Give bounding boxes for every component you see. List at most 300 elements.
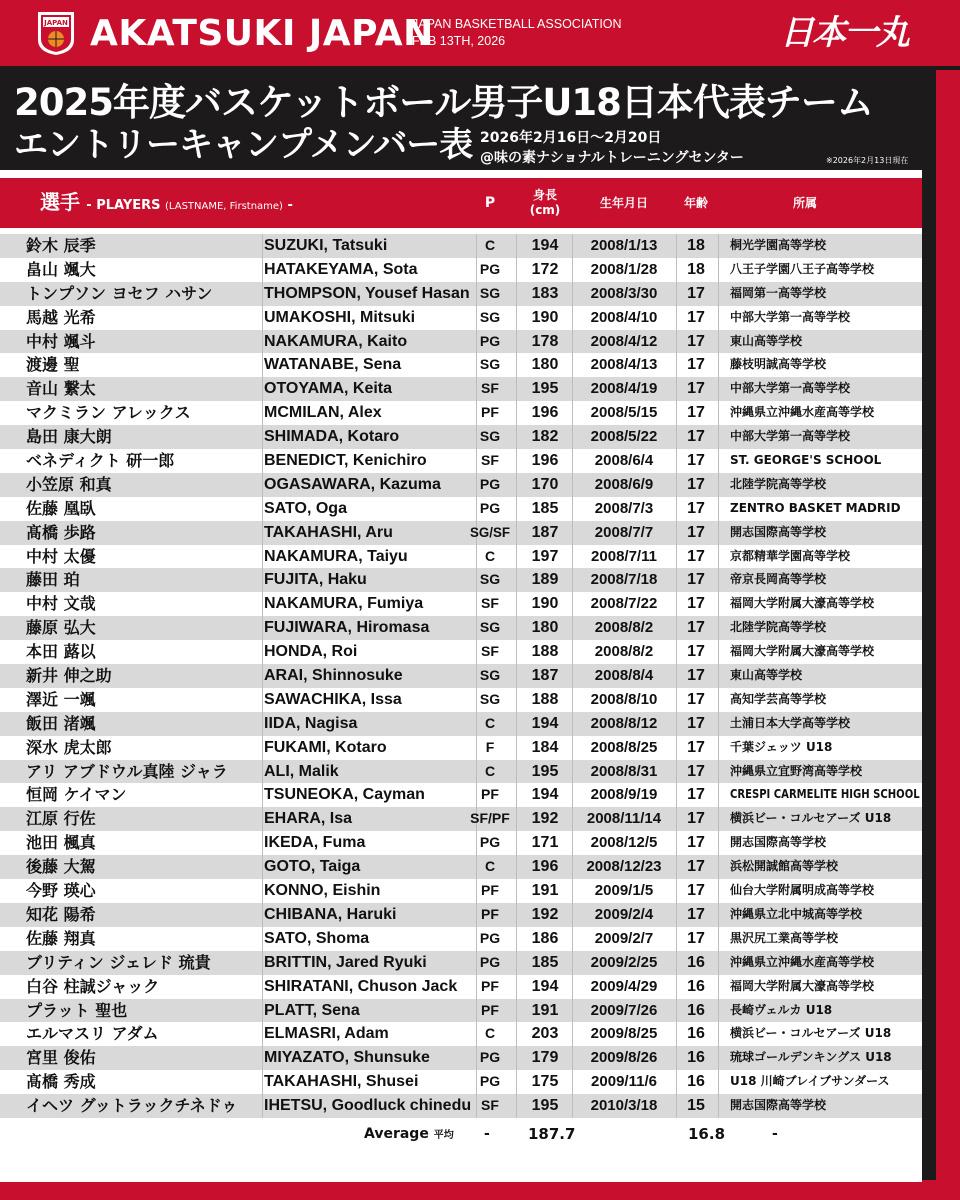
- player-position: SF: [481, 452, 499, 469]
- team-column-header: 所属: [792, 195, 817, 210]
- bottom-accent-bar: [0, 1180, 960, 1200]
- player-height: 196: [531, 452, 559, 470]
- player-team: 中部大学第一高等学校: [730, 381, 851, 396]
- column-divider: [262, 783, 263, 807]
- column-divider: [572, 568, 573, 592]
- player-height: 191: [531, 882, 559, 900]
- column-divider: [718, 855, 719, 879]
- player-team: 沖縄県立沖縄水産高等学校: [730, 954, 875, 969]
- player-age: 17: [687, 404, 705, 422]
- column-divider: [516, 927, 517, 951]
- player-birthdate: 2008/4/10: [590, 308, 658, 326]
- column-divider: [516, 401, 517, 425]
- player-age: 17: [687, 667, 705, 685]
- player-name-en: OTOYAMA, Keita: [264, 380, 393, 398]
- player-age: 15: [687, 1097, 705, 1115]
- player-age: 17: [687, 571, 705, 589]
- column-divider: [516, 282, 517, 306]
- player-team: 黒沢尻工業高等学校: [730, 930, 839, 945]
- player-height: 195: [531, 380, 559, 398]
- table-row: [0, 640, 922, 664]
- player-age: 17: [687, 499, 705, 517]
- player-name-en: IHETSU, Goodluck chinedu: [264, 1097, 472, 1115]
- player-age: 17: [687, 929, 705, 947]
- player-name-en: KONNO, Eishin: [264, 882, 381, 900]
- column-divider: [516, 1046, 517, 1070]
- player-name-en: CHIBANA, Haruki: [264, 905, 397, 923]
- column-divider: [516, 1022, 517, 1046]
- player-birthdate: 2008/5/22: [590, 428, 658, 446]
- column-divider: [516, 330, 517, 354]
- player-position: SG: [479, 356, 501, 373]
- column-divider: [718, 807, 719, 831]
- player-position: SF: [481, 1097, 499, 1114]
- player-age: 17: [687, 547, 705, 565]
- table-row: [0, 545, 922, 569]
- column-divider: [718, 353, 719, 377]
- table-row: [0, 377, 922, 401]
- player-age: 17: [687, 786, 705, 804]
- column-divider: [572, 282, 573, 306]
- column-divider: [718, 1046, 719, 1070]
- column-divider: [516, 449, 517, 473]
- camp-dates: 2026年2月16日〜2月20日: [480, 130, 662, 146]
- player-position: SF: [481, 380, 499, 397]
- player-age: 17: [687, 523, 705, 541]
- column-divider: [516, 1070, 517, 1094]
- player-position: PF: [481, 977, 499, 994]
- player-name-en: GOTO, Taiga: [264, 858, 361, 876]
- player-height: 180: [531, 356, 559, 374]
- player-height: 180: [531, 619, 559, 637]
- player-height: 196: [531, 858, 559, 876]
- table-row: [0, 401, 922, 425]
- player-position: PG: [479, 953, 501, 970]
- player-name-ja: 後藤 大駕: [26, 857, 96, 877]
- column-divider: [718, 401, 719, 425]
- player-height: 194: [531, 786, 559, 804]
- player-height: 195: [531, 1097, 559, 1115]
- column-divider: [572, 353, 573, 377]
- player-birthdate: 2008/8/2: [594, 643, 654, 661]
- column-divider: [262, 258, 263, 282]
- player-age: 17: [687, 762, 705, 780]
- player-height: 191: [531, 1001, 559, 1019]
- player-birthdate: 2008/6/9: [594, 475, 654, 493]
- player-height: 185: [531, 499, 559, 517]
- player-birthdate: 2008/12/23: [586, 858, 662, 876]
- right-accent-bar: [936, 70, 960, 1200]
- column-divider: [718, 306, 719, 330]
- player-name-en: MCMILAN, Alex: [264, 404, 382, 422]
- column-divider: [572, 1046, 573, 1070]
- table-row: [0, 760, 922, 784]
- player-name-ja: 深水 虎太郎: [26, 737, 112, 757]
- column-divider: [572, 521, 573, 545]
- column-divider: [262, 760, 263, 784]
- player-name-en: OGASAWARA, Kazuma: [264, 475, 441, 493]
- column-divider: [572, 497, 573, 521]
- player-birthdate: 2009/11/6: [591, 1073, 657, 1091]
- player-name-ja: 白谷 柱誠ジャック: [26, 976, 160, 996]
- player-age: 18: [687, 237, 705, 254]
- table-row: [0, 927, 922, 951]
- column-divider: [572, 401, 573, 425]
- column-divider: [262, 879, 263, 903]
- player-height: 182: [531, 428, 559, 446]
- player-birthdate: 2008/1/28: [590, 260, 658, 278]
- column-divider: [516, 377, 517, 401]
- svg-text:JAPAN: JAPAN: [44, 19, 68, 27]
- table-row: [0, 497, 922, 521]
- column-divider: [262, 640, 263, 664]
- column-divider: [262, 999, 263, 1023]
- column-divider: [572, 616, 573, 640]
- column-divider: [516, 975, 517, 999]
- player-age: 17: [687, 332, 705, 350]
- column-divider: [262, 449, 263, 473]
- column-divider: [516, 807, 517, 831]
- player-height: 183: [531, 284, 559, 302]
- player-name-ja: 宮里 俊佑: [26, 1048, 96, 1068]
- column-divider: [718, 234, 719, 258]
- column-divider: [516, 999, 517, 1023]
- column-divider: [718, 664, 719, 688]
- table-row: [0, 592, 922, 616]
- player-position: SF: [481, 643, 499, 660]
- player-name-ja: 音山 繋太: [26, 379, 96, 399]
- column-divider: [262, 831, 263, 855]
- player-height: 179: [531, 1049, 559, 1067]
- column-divider: [262, 807, 263, 831]
- table-row: [0, 282, 922, 306]
- average-label: Average 平均: [364, 1126, 454, 1142]
- table-row: [0, 1070, 922, 1094]
- player-position: SG: [479, 619, 501, 636]
- as-of-note: ※2026年2月13日現在: [826, 156, 909, 165]
- table-row: [0, 999, 922, 1023]
- column-divider: [262, 688, 263, 712]
- table-row: [0, 568, 922, 592]
- player-height: 190: [531, 595, 559, 613]
- player-birthdate: 2008/8/31: [590, 762, 658, 780]
- player-name-en: ELMASRI, Adam: [264, 1025, 389, 1043]
- player-position: SG: [479, 571, 501, 588]
- player-position: PG: [479, 499, 501, 516]
- player-name-en: EHARA, Isa: [264, 810, 353, 828]
- table-row: [0, 783, 922, 807]
- column-divider: [718, 903, 719, 927]
- column-divider: [572, 736, 573, 760]
- camp-venue: @味の素ナショナルトレーニングセンター: [480, 150, 744, 166]
- player-name-en: SHIMADA, Kotaro: [264, 428, 400, 446]
- player-height: 192: [531, 810, 559, 828]
- column-divider: [572, 377, 573, 401]
- player-height: 194: [531, 977, 559, 995]
- table-row: [0, 306, 922, 330]
- column-divider: [262, 616, 263, 640]
- player-name-en: FUJITA, Haku: [264, 571, 367, 589]
- column-divider: [718, 760, 719, 784]
- player-height: 188: [531, 643, 559, 661]
- player-birthdate: 2008/6/4: [594, 452, 654, 470]
- player-age: 17: [687, 882, 705, 900]
- column-divider: [572, 831, 573, 855]
- column-divider: [572, 306, 573, 330]
- association-info: [412, 16, 622, 50]
- player-team: 北陸学院高等学校: [730, 476, 827, 491]
- column-divider: [262, 425, 263, 449]
- player-height: 170: [531, 475, 559, 493]
- player-birthdate: 2008/9/19: [590, 786, 658, 804]
- table-row: [0, 521, 922, 545]
- player-height: 171: [531, 834, 559, 852]
- player-birthdate: 2008/7/22: [590, 595, 658, 613]
- player-name-ja: エルマスリ アダム: [26, 1024, 159, 1044]
- column-divider: [718, 736, 719, 760]
- table-row: [0, 807, 922, 831]
- player-height: 187: [531, 523, 559, 541]
- column-divider: [572, 1070, 573, 1094]
- player-name-ja: 鈴木 辰季: [26, 236, 96, 255]
- player-team: 福岡大学附属大濠高等学校: [730, 596, 875, 611]
- player-position: PF: [481, 786, 499, 803]
- column-divider: [718, 616, 719, 640]
- table-row: [0, 425, 922, 449]
- player-name-en: IIDA, Nagisa: [264, 714, 358, 732]
- table-row: [0, 1094, 922, 1118]
- height-column-header: 身長 (cm): [529, 188, 561, 217]
- player-team: 浜松開誠館高等学校: [730, 859, 839, 874]
- player-position: PG: [479, 1049, 501, 1066]
- column-divider: [718, 1070, 719, 1094]
- column-divider: [262, 903, 263, 927]
- player-name-en: SATO, Oga: [264, 499, 347, 517]
- player-height: 175: [531, 1073, 559, 1091]
- page-title: 2025年度バスケットボール男子U18日本代表チーム: [14, 81, 873, 124]
- player-position: PF: [481, 1001, 499, 1018]
- column-divider: [718, 521, 719, 545]
- player-height: 185: [531, 953, 559, 971]
- column-divider: [516, 616, 517, 640]
- player-name-ja: ブリティン ジェレド 琉貴: [26, 952, 211, 972]
- brand-name: AKATSUKI JAPAN: [90, 13, 434, 54]
- player-position: SG/SF: [470, 523, 510, 540]
- player-age: 17: [687, 738, 705, 756]
- table-row: [0, 330, 922, 354]
- player-age: 16: [687, 977, 705, 995]
- table-header: [0, 178, 922, 228]
- player-team: 琉球ゴールデンキングス U18: [730, 1050, 892, 1065]
- japan-basketball-logo: [36, 10, 76, 56]
- player-name-ja: プラット 聖也: [26, 1000, 128, 1020]
- column-divider: [572, 473, 573, 497]
- player-name-en: NAKAMURA, Taiyu: [264, 547, 408, 565]
- player-position: SG: [479, 308, 501, 325]
- player-height: 184: [531, 738, 559, 756]
- player-birthdate: 2009/2/4: [594, 905, 654, 923]
- players-header-end: -: [287, 198, 293, 213]
- player-name-ja: 渡邊 聖: [26, 355, 80, 375]
- player-position: PG: [479, 475, 501, 492]
- players-column-header: [40, 190, 293, 219]
- player-birthdate: 2009/8/25: [590, 1025, 658, 1043]
- player-name-ja: 新井 伸之助: [26, 666, 112, 686]
- page-subtitle: エントリーキャンプメンバー表: [14, 125, 473, 165]
- player-name-en: MIYAZATO, Shunsuke: [264, 1049, 430, 1067]
- column-divider: [572, 664, 573, 688]
- column-divider: [572, 234, 573, 258]
- player-team: ST. GEORGE'S SCHOOL: [730, 453, 882, 468]
- player-age: 16: [687, 1049, 705, 1067]
- player-age: 17: [687, 858, 705, 876]
- player-age: 17: [687, 452, 705, 470]
- column-divider: [262, 568, 263, 592]
- player-name-en: FUKAMI, Kotaro: [264, 738, 387, 756]
- player-name-en: HATAKEYAMA, Sota: [264, 260, 418, 278]
- player-birthdate: 2008/8/25: [590, 738, 658, 756]
- column-divider: [516, 736, 517, 760]
- player-name-en: SUZUKI, Tatsuki: [264, 237, 388, 254]
- player-birthdate: 2008/8/10: [590, 690, 658, 708]
- column-divider: [262, 855, 263, 879]
- column-divider: [572, 951, 573, 975]
- player-height: 188: [531, 690, 559, 708]
- column-divider: [572, 640, 573, 664]
- column-divider: [262, 401, 263, 425]
- player-age: 17: [687, 643, 705, 661]
- column-divider: [262, 927, 263, 951]
- column-divider: [516, 760, 517, 784]
- average-age: 16.8: [688, 1125, 726, 1143]
- player-birthdate: 2008/4/13: [590, 356, 658, 374]
- player-age: 18: [687, 260, 705, 278]
- player-team: 沖縄県立宜野湾高等学校: [730, 763, 863, 778]
- column-divider: [516, 879, 517, 903]
- age-column-header: 年齢: [683, 195, 708, 210]
- column-divider: [262, 712, 263, 736]
- player-height: 197: [531, 547, 559, 565]
- player-name-ja: 澤近 一颯: [26, 689, 96, 709]
- player-birthdate: 2008/7/3: [594, 499, 654, 517]
- column-divider: [572, 903, 573, 927]
- player-height: 195: [531, 762, 559, 780]
- player-name-ja: 髙橋 秀成: [26, 1072, 96, 1092]
- column-divider: [718, 783, 719, 807]
- table-row: [0, 712, 922, 736]
- player-team: 北陸学院高等学校: [730, 620, 827, 635]
- average-team: -: [772, 1126, 778, 1142]
- column-divider: [516, 521, 517, 545]
- column-divider: [718, 688, 719, 712]
- column-divider: [572, 425, 573, 449]
- column-divider: [262, 975, 263, 999]
- player-position: F: [485, 738, 495, 755]
- column-divider: [516, 306, 517, 330]
- player-name-ja: 中村 文哉: [26, 594, 96, 614]
- column-divider: [262, 664, 263, 688]
- player-birthdate: 2008/8/4: [594, 667, 654, 685]
- player-birthdate: 2009/7/26: [590, 1001, 658, 1019]
- player-height: 203: [531, 1025, 559, 1043]
- column-divider: [262, 545, 263, 569]
- association-name: JAPAN BASKETBALL ASSOCIATION: [412, 17, 622, 31]
- release-date: FEB 13TH, 2026: [412, 34, 506, 48]
- player-name-ja: 畠山 颯大: [26, 259, 96, 279]
- player-team: 中部大学第一高等学校: [730, 429, 851, 444]
- player-name-ja: 江原 行佐: [26, 809, 96, 829]
- player-birthdate: 2008/8/12: [590, 714, 658, 732]
- players-header-ja: 選手: [40, 190, 80, 214]
- player-age: 17: [687, 428, 705, 446]
- player-name-ja: 馬越 光希: [26, 307, 96, 327]
- player-name-en: ALI, Malik: [264, 762, 339, 780]
- column-divider: [572, 1022, 573, 1046]
- player-age: 17: [687, 619, 705, 637]
- player-position: SF/PF: [470, 810, 510, 827]
- player-name-ja: 池田 楓真: [26, 833, 96, 853]
- column-divider: [516, 831, 517, 855]
- column-divider: [572, 760, 573, 784]
- player-name-ja: 島田 康大朗: [26, 427, 112, 447]
- column-divider: [572, 879, 573, 903]
- player-name-ja: イヘツ グットラックチネドゥ: [26, 1096, 238, 1116]
- player-birthdate: 2008/12/5: [590, 834, 658, 852]
- column-divider: [572, 927, 573, 951]
- player-name-en: TAKAHASHI, Aru: [264, 523, 393, 541]
- column-divider: [262, 592, 263, 616]
- player-position: PG: [479, 929, 501, 946]
- player-name-ja: 今野 瑛心: [26, 881, 96, 901]
- player-team: 桐光学園高等学校: [730, 238, 827, 252]
- column-divider: [262, 1022, 263, 1046]
- column-divider: [572, 999, 573, 1023]
- player-position: C: [484, 1025, 496, 1042]
- column-divider: [516, 568, 517, 592]
- player-name-ja: マクミラン アレックス: [26, 403, 191, 423]
- player-position: SG: [479, 690, 501, 707]
- player-position: C: [484, 714, 496, 731]
- column-divider: [718, 640, 719, 664]
- table-row: [0, 688, 922, 712]
- table-row: [0, 975, 922, 999]
- player-age: 16: [687, 1025, 705, 1043]
- player-name-ja: 飯田 渚颯: [26, 713, 96, 733]
- column-divider: [572, 975, 573, 999]
- column-divider: [718, 497, 719, 521]
- player-team: 千葉ジェッツ U18: [730, 739, 833, 754]
- table-row: [0, 449, 922, 473]
- player-height: 196: [531, 404, 559, 422]
- player-team: U18 川崎ブレイブサンダース: [730, 1074, 890, 1089]
- player-age: 17: [687, 690, 705, 708]
- player-age: 16: [687, 953, 705, 971]
- player-birthdate: 2008/4/19: [590, 380, 658, 398]
- player-name-en: HONDA, Roi: [264, 643, 358, 661]
- table-row: [0, 664, 922, 688]
- player-position: SG: [479, 284, 501, 301]
- player-name-en: NAKAMURA, Fumiya: [264, 595, 424, 613]
- column-divider: [718, 449, 719, 473]
- player-name-en: SHIRATANI, Chuson Jack: [264, 977, 458, 995]
- table-row: [0, 951, 922, 975]
- column-divider: [516, 783, 517, 807]
- player-height: 178: [531, 332, 559, 350]
- player-team: 横浜ビー・コルセアーズ U18: [730, 1026, 892, 1041]
- player-position: SG: [479, 428, 501, 445]
- column-divider: [718, 999, 719, 1023]
- player-birthdate: 2008/11/14: [586, 810, 662, 828]
